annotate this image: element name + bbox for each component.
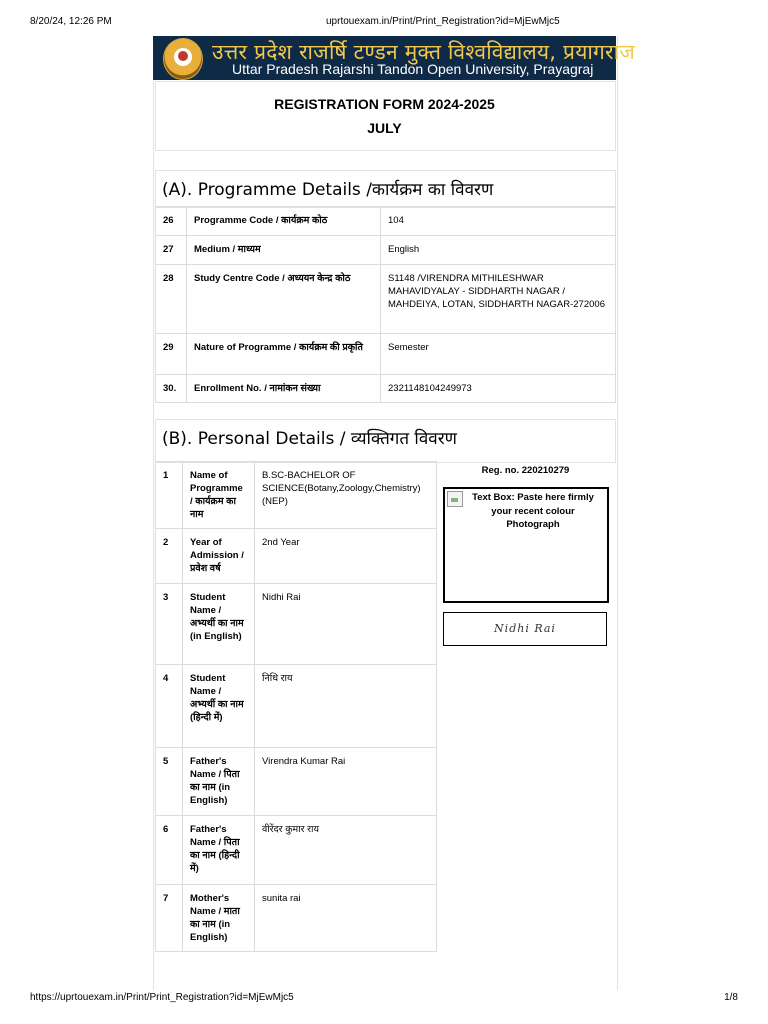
print-footer-url: https://uprtouexam.in/Print/Print_Registration?id=MjEwMjc5	[30, 992, 294, 1003]
row-value: B.SC-BACHELOR OF SCIENCE(Botany,Zoology,Chemistry)(NEP)	[255, 462, 437, 529]
page-number: 1/8	[724, 992, 738, 1003]
row-label: Enrollment No. / नामांकन संख्या	[187, 375, 381, 403]
photo-placeholder-text: Text Box: Paste here firmly your recent colour Photograph	[472, 492, 594, 530]
personal-details-table	[155, 461, 437, 952]
row-value: वीरेंदर कुमार राय	[255, 816, 437, 885]
personal-row	[156, 529, 437, 584]
row-value: 2nd Year	[255, 529, 437, 584]
row-value: Nidhi Rai	[255, 584, 437, 665]
university-name-english: Uttar Pradesh Rajarshi Tandon Open University, Prayagraj	[232, 61, 594, 77]
row-number: 1	[156, 462, 183, 529]
programme-row	[156, 334, 616, 375]
signature: Nidhi Rai	[494, 622, 556, 635]
programme-details-table	[155, 206, 616, 403]
broken-image-icon	[447, 491, 463, 507]
row-number: 30.	[156, 375, 187, 403]
personal-row	[156, 885, 437, 952]
row-value: Virendra Kumar Rai	[255, 748, 437, 816]
row-label: Programme Code / कार्यक्रम कोठ	[187, 207, 381, 236]
form-title: REGISTRATION FORM 2024-2025	[274, 96, 495, 112]
row-value: Semester	[381, 334, 616, 375]
print-datetime: 8/20/24, 12:26 PM	[30, 16, 112, 27]
personal-row	[156, 748, 437, 816]
row-value: 104	[381, 207, 616, 236]
row-label: Father's Name / पिता का नाम (in English)	[183, 748, 255, 816]
row-number: 28	[156, 265, 187, 334]
row-label: Student Name / अभ्यर्थी का नाम (हिन्दी में)	[183, 665, 255, 748]
row-label: Nature of Programme / कार्यक्रम की प्रकृति	[187, 334, 381, 375]
row-label: Year of Admission / प्रवेश वर्ष	[183, 529, 255, 584]
row-value: 2321148104249973	[381, 375, 616, 403]
row-number: 2	[156, 529, 183, 584]
print-footer	[30, 992, 738, 1006]
registration-number: Reg. no. 220210279	[481, 465, 570, 476]
personal-row	[156, 462, 437, 529]
row-number: 4	[156, 665, 183, 748]
personal-details-heading: (B). Personal Details / व्यक्तिगत विवरण	[162, 429, 457, 449]
row-number: 5	[156, 748, 183, 816]
row-label: Name of Programme / कार्यक्रम का नाम	[183, 462, 255, 529]
programme-row	[156, 207, 616, 236]
programme-details-heading: (A). Programme Details /कार्यक्रम का विवरण	[162, 180, 494, 200]
photo-box	[443, 487, 609, 603]
programme-row	[156, 375, 616, 403]
row-value: sunita rai	[255, 885, 437, 952]
row-number: 27	[156, 236, 187, 265]
photo-signature-area	[437, 461, 614, 883]
personal-row	[156, 816, 437, 885]
row-label: Study Centre Code / अध्ययन केन्द्र कोठ	[187, 265, 381, 334]
row-label: Medium / माध्यम	[187, 236, 381, 265]
row-number: 6	[156, 816, 183, 885]
programme-row	[156, 236, 616, 265]
row-number: 3	[156, 584, 183, 665]
signature-box	[443, 612, 607, 646]
print-url: uprtouexam.in/Print/Print_Registration?id=MjEwMjc5	[326, 16, 560, 27]
row-value: S1148 /VIRENDRA MITHILESHWAR MAHAVIDYALAY - SIDDHARTH NAGAR / MAHDEIYA, LOTAN, SIDDHARTH NAGAR-272006	[381, 265, 616, 334]
row-label: Mother's Name / माता का नाम (in English)	[183, 885, 255, 952]
row-value: English	[381, 236, 616, 265]
row-value: निधि राय	[255, 665, 437, 748]
row-number: 7	[156, 885, 183, 952]
row-number: 29	[156, 334, 187, 375]
row-label: Student Name / अभ्यर्थी का नाम (in English)	[183, 584, 255, 665]
personal-row	[156, 665, 437, 748]
row-number: 26	[156, 207, 187, 236]
personal-row	[156, 584, 437, 665]
university-name-hindi: उत्तर प्रदेश राजर्षि टण्डन मुक्त विश्वविद्यालय, प्रयागराज	[212, 40, 636, 64]
programme-row	[156, 265, 616, 334]
row-label: Father's Name / पिता का नाम (हिन्दी में)	[183, 816, 255, 885]
form-titles	[155, 0, 614, 160]
form-session: JULY	[367, 120, 402, 136]
